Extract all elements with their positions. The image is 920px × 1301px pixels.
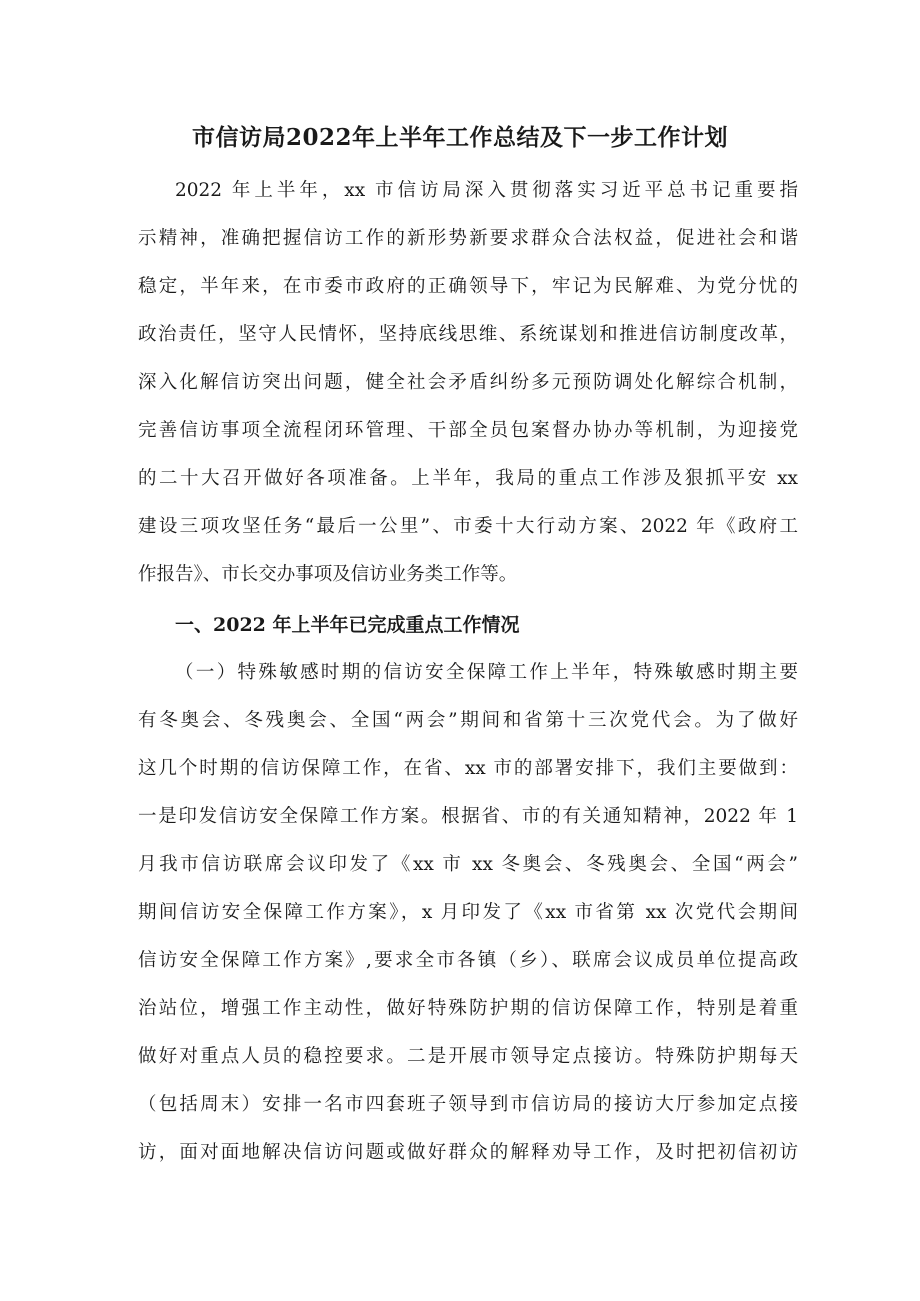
intro-line: 的二十大召开做好各项准备。上半年，我局的重点工作涉及狠抓平安 xx xyxy=(138,468,798,489)
section-line: 做好对重点人员的稳控要求。二是开展市领导定点接访。特殊防护期每天 xyxy=(138,1046,798,1067)
intro-line: 深入化解信访突出问题，健全社会矛盾纠纷多元预防调处化解综合机制， xyxy=(138,372,798,393)
section-line: （一）特殊敏感时期的信访安全保障工作上半年，特殊敏感时期主要 xyxy=(175,662,798,683)
section-line: 月我市信访联席会议印发了《xx 市 xx 冬奥会、冬残奥会、全国“两会” xyxy=(138,854,798,875)
intro-line: 2022 年上半年，xx 市信访局深入贯彻落实习近平总书记重要指 xyxy=(175,180,798,201)
intro-line: 稳定，半年来，在市委市政府的正确领导下，牢记为民解难、为党分忧的 xyxy=(138,276,798,297)
section-line: 访，面对面地解决信访问题或做好群众的解释劝导工作，及时把初信初访 xyxy=(138,1142,798,1163)
section-heading: 一、2022 年上半年已完成重点工作情况 xyxy=(175,614,520,636)
section-line: （包括周末）安排一名市四套班子领导到市信访局的接访大厅参加定点接 xyxy=(138,1094,798,1115)
section-line: 一是印发信访安全保障工作方案。根据省、市的有关通知精神，2022 年 1 xyxy=(138,806,798,827)
intro-line: 完善信访事项全流程闭环管理、干部全员包案督办协办等机制，为迎接党 xyxy=(138,420,798,441)
intro-line: 建设三项攻坚任务“最后一公里”、市委十大行动方案、2022 年《政府工 xyxy=(138,516,798,537)
section-line: 期间信访安全保障工作方案》，x 月印发了《xx 市省第 xx 次党代会期间 xyxy=(138,902,798,923)
section-line: 这几个时期的信访保障工作，在省、xx 市的部署安排下，我们主要做到： xyxy=(138,758,798,779)
section-line: 治站位，增强工作主动性，做好特殊防护期的信访保障工作，特别是着重 xyxy=(138,998,798,1019)
section-line: 信访安全保障工作方案》,要求全市各镇（乡）、联席会议成员单位提高政 xyxy=(138,950,798,971)
intro-line: 作报告》、市长交办事项及信访业务类工作等。 xyxy=(138,564,518,585)
intro-line: 政治责任，坚守人民情怀，坚持底线思维、系统谋划和推进信访制度改革， xyxy=(138,324,798,345)
section-line: 有冬奥会、冬残奥会、全国“两会”期间和省第十三次党代会。为了做好 xyxy=(138,710,798,731)
document-title: 市信访局2022年上半年工作总结及下一步工作计划 xyxy=(191,124,728,151)
intro-line: 示精神，准确把握信访工作的新形势新要求群众合法权益，促进社会和谐 xyxy=(138,228,798,249)
